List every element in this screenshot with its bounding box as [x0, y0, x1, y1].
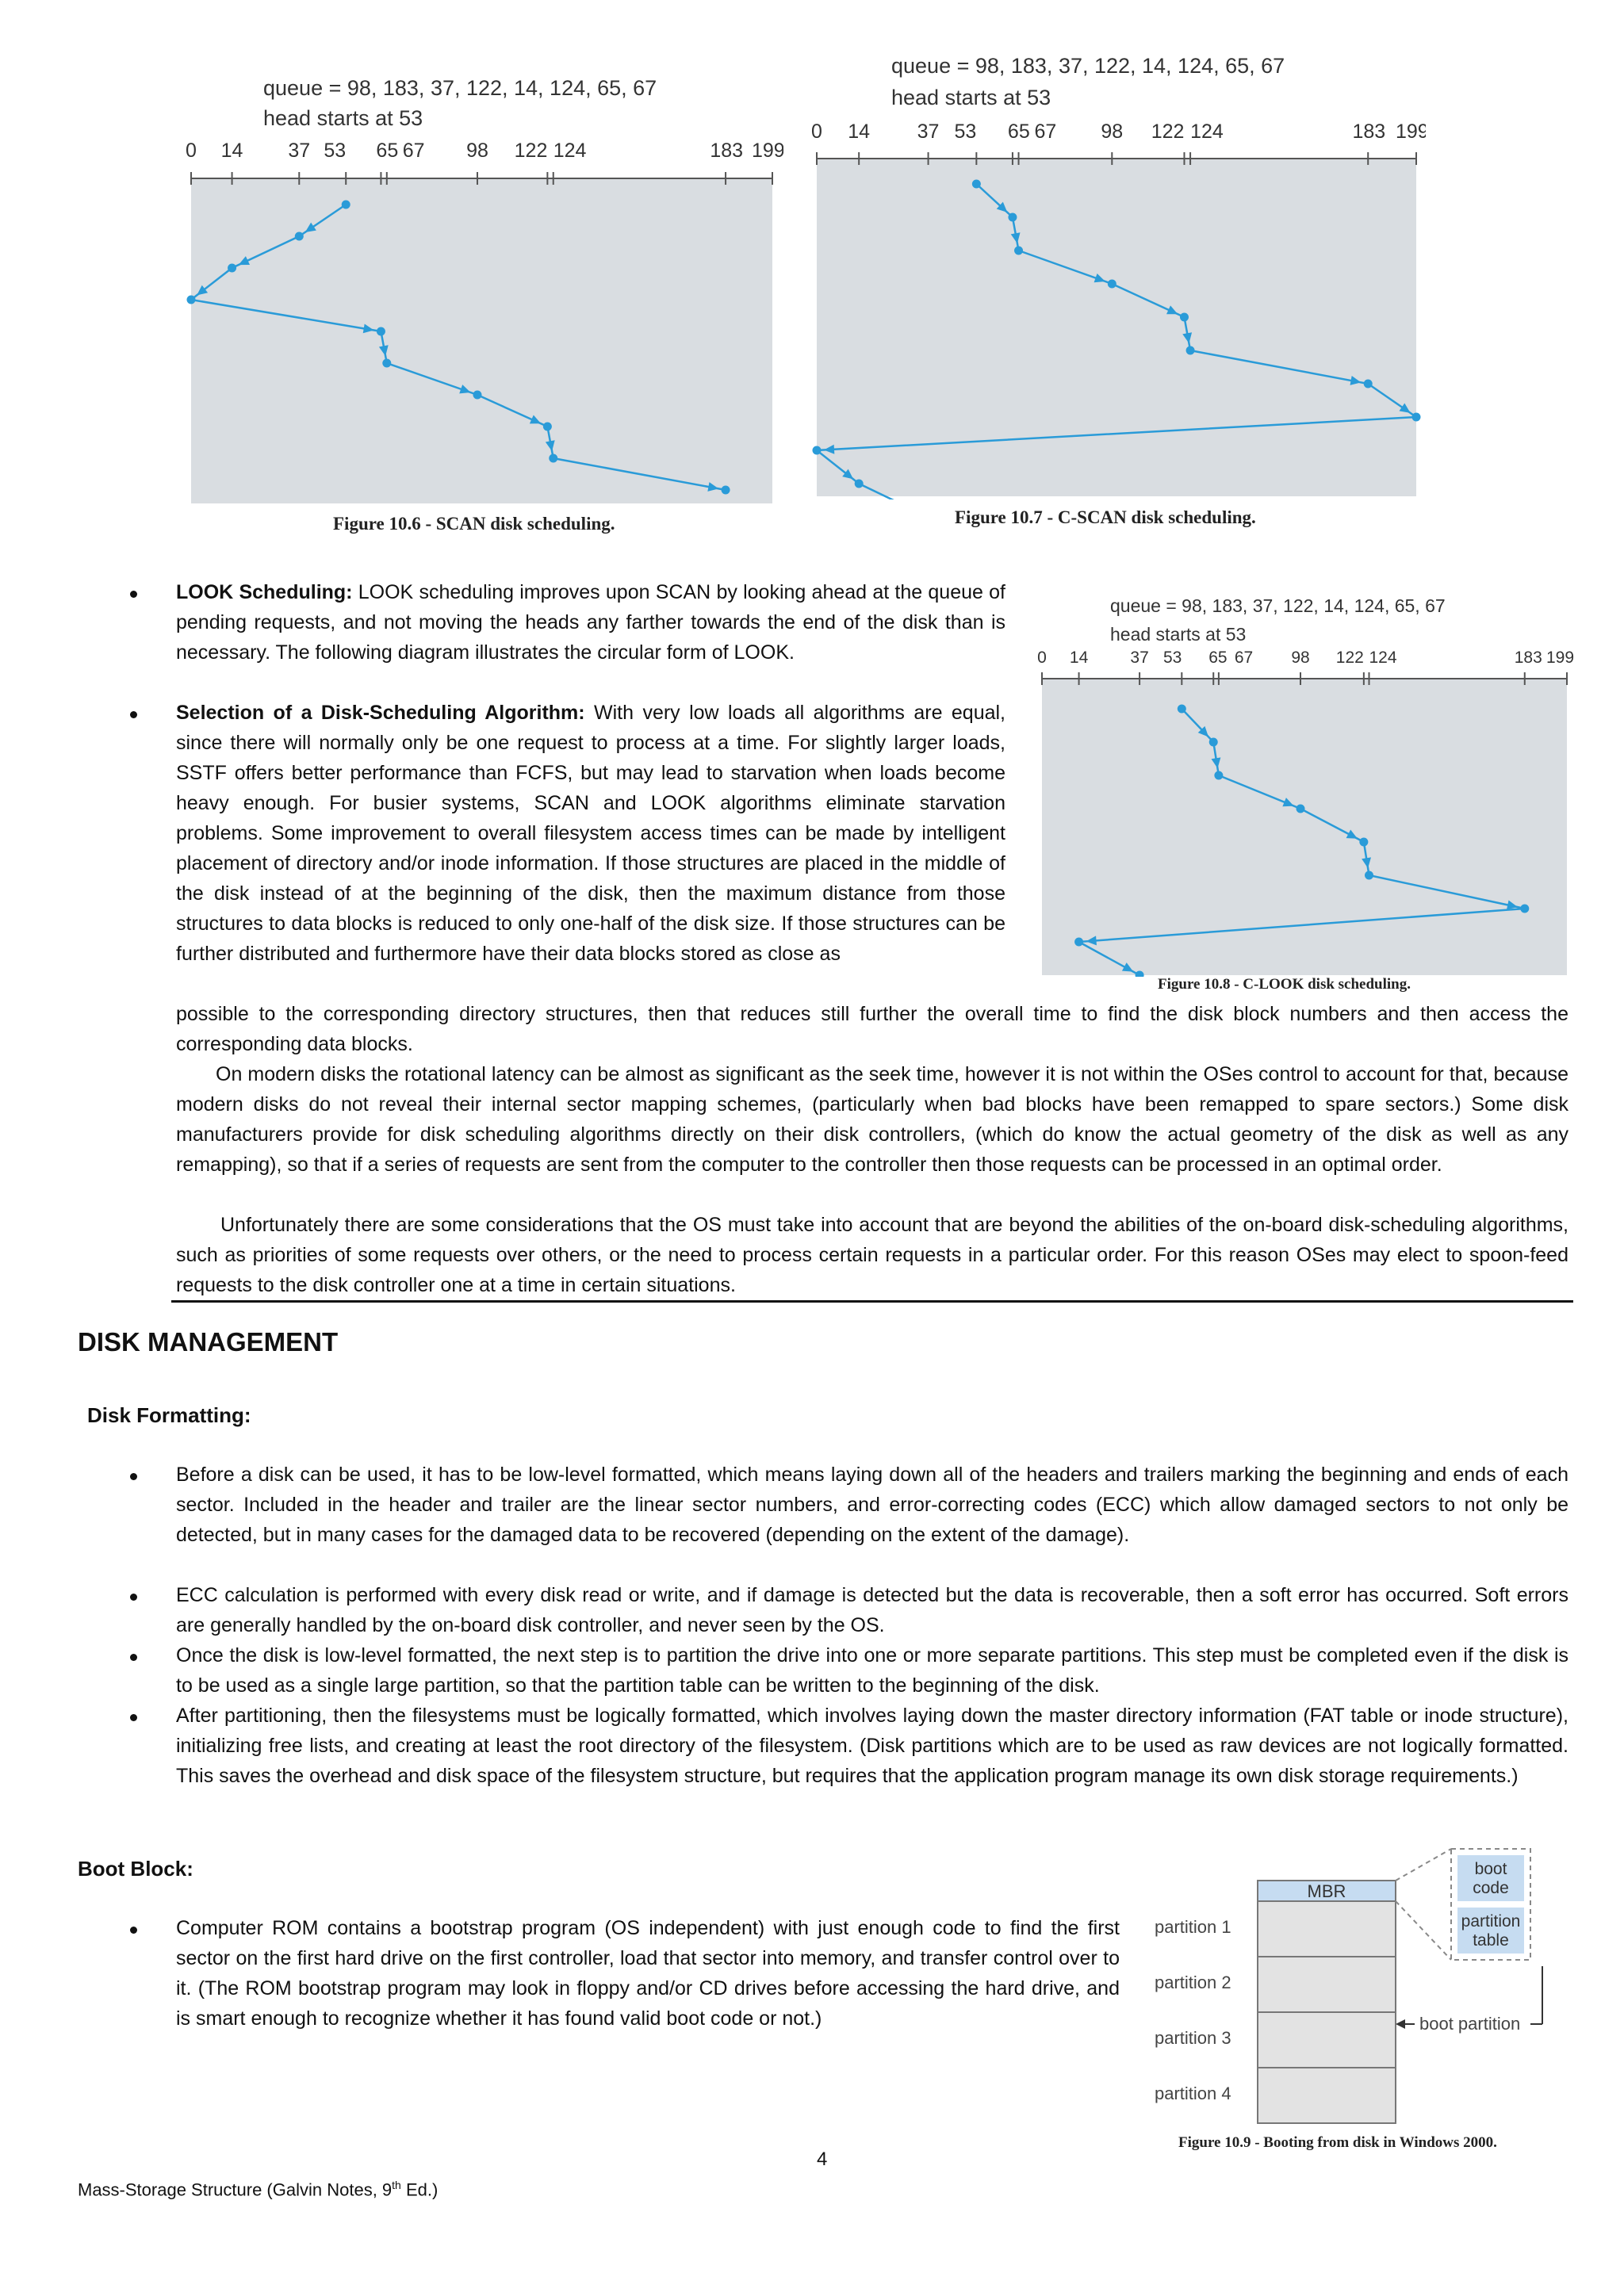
- tick-label: 67: [1034, 121, 1057, 143]
- disk-formatting-heading: Disk Formatting:: [87, 1403, 251, 1427]
- tick-label: 122: [1151, 121, 1185, 143]
- mbr-label: MBR: [1307, 1881, 1346, 1901]
- partition-2-block: [1258, 1957, 1396, 2012]
- request-point: [1178, 705, 1186, 714]
- tick-label: 122: [514, 140, 548, 162]
- clook-chart: [1031, 590, 1575, 977]
- request-point: [1359, 838, 1368, 847]
- bullet-dot: [130, 1594, 137, 1601]
- tick-labels: [1037, 649, 1574, 667]
- request-point: [1412, 413, 1421, 422]
- selection-label: Selection of a Disk-Scheduling Algorithm:: [176, 702, 585, 724]
- request-point: [1186, 346, 1195, 355]
- request-point: [1214, 771, 1223, 780]
- boot-block-paragraph: Computer ROM contains a bootstrap program (OS independent) with just enough code to find the first sector on the first hard drive on the first controller, load that sector into memory, and transfer control over to it. (The ROM bootstrap program may look in floppy and/or CD drives before accessing the hard drive, and is smart enough to recognize whether it has found valid boot code or not.): [176, 1917, 1120, 2030]
- tick-label: 53: [1162, 649, 1182, 667]
- partition-4-label: partition 4: [1155, 2084, 1231, 2103]
- partition-table-label-2: table: [1473, 1931, 1509, 1950]
- fig-10-9-caption: Figure 10.9 - Booting from disk in Windows 2000.: [1178, 2134, 1497, 2151]
- request-point: [473, 391, 481, 400]
- selection-paragraph: [176, 698, 1005, 969]
- boot-code-label: boot: [1474, 1860, 1507, 1878]
- figure-10-9: [1142, 1839, 1570, 2149]
- disk-management-heading: DISK MANAGEMENT: [78, 1327, 339, 1357]
- section-divider: [171, 1300, 1573, 1303]
- callout-line-top: [1396, 1849, 1451, 1881]
- request-point: [382, 359, 391, 368]
- tick-label: 183: [1514, 649, 1542, 667]
- head-label: head starts at 53: [891, 86, 1051, 109]
- list-item: Before a disk can be used, it has to be low-level formatted, which means laying down all of the headers and trailers marking the beginning and ends of each sector. Included in the header and trailer are the linear sector numbers, and error-correcting codes (ECC) which allow damaged sectors to not only be detected, but in many cases for the damaged data to be recovered (depending on the extent of the damage).: [176, 1464, 1568, 1546]
- tick-label: 98: [1101, 121, 1124, 143]
- request-point: [377, 327, 385, 336]
- callout-line-bottom: [1396, 1901, 1451, 1960]
- partition-4-block: [1258, 2068, 1396, 2123]
- tick-label: 65: [1007, 121, 1030, 143]
- partition-3-label: partition 3: [1155, 2028, 1231, 2048]
- request-point: [295, 232, 304, 241]
- head-label: head starts at 53: [1110, 624, 1247, 645]
- bullet-dot: [130, 1927, 137, 1934]
- tick-label: 53: [954, 121, 977, 143]
- queue-label: queue = 98, 183, 37, 122, 14, 124, 65, 67: [1110, 595, 1446, 616]
- partition-2-label: partition 2: [1155, 1973, 1231, 1992]
- request-point: [549, 454, 557, 463]
- request-point: [972, 180, 981, 189]
- tick-label: 98: [466, 140, 488, 162]
- partition-table-label: partition: [1461, 1912, 1521, 1931]
- request-point: [813, 446, 822, 455]
- tick-label: 65: [1208, 649, 1228, 667]
- partition-1-block: [1258, 1901, 1396, 1957]
- fig-10-6-caption: Figure 10.6 - SCAN disk scheduling.: [333, 514, 615, 534]
- bullet-dot: [130, 591, 137, 598]
- bullet-dot: [130, 711, 137, 718]
- figure-10-7: [807, 51, 1426, 499]
- tick-label: 124: [553, 140, 587, 162]
- partition-1-label: partition 1: [1155, 1917, 1231, 1937]
- request-point: [228, 264, 236, 273]
- request-point: [1209, 738, 1218, 747]
- tick-label: 199: [1546, 649, 1575, 667]
- request-point: [1008, 213, 1017, 222]
- boot-block-heading: Boot Block:: [78, 1857, 193, 1881]
- plot-area: [1042, 679, 1567, 975]
- figure-10-8: [1031, 590, 1575, 977]
- request-point: [1520, 905, 1529, 913]
- tick-label: 67: [402, 140, 425, 162]
- request-point: [1074, 938, 1083, 947]
- scan-chart: [181, 63, 783, 507]
- tick-label: 183: [710, 140, 744, 162]
- tick-label: 199: [752, 140, 783, 162]
- plot-area: [191, 178, 772, 503]
- page-number: 4: [817, 2149, 828, 2170]
- request-point: [1364, 380, 1373, 388]
- bullet-dot: [130, 1473, 137, 1480]
- tick-label: 37: [288, 140, 311, 162]
- request-point: [855, 480, 864, 488]
- tick-label: 37: [1130, 649, 1149, 667]
- tick-label: 0: [811, 121, 822, 143]
- tick-label: 124: [1190, 121, 1224, 143]
- tick-label: 183: [1352, 121, 1386, 143]
- tick-label: 122: [1335, 649, 1364, 667]
- partition-3-block: [1258, 2012, 1396, 2068]
- queue-label: queue = 98, 183, 37, 122, 14, 124, 65, 67: [891, 54, 1285, 78]
- look-text: LOOK scheduling improves upon SCAN by looking ahead at the queue of pending requests, and not moving the heads any farther towards the end of the disk than is necessary. The following diagram illustrates the circular form of LOOK.: [176, 581, 1006, 664]
- fig-10-8-caption: Figure 10.8 - C-LOOK disk scheduling.: [1158, 976, 1411, 993]
- selection-text: With very low loads all algorithms are equal, since there will normally only be one request to process at a time. For slightly larger loads, SSTF offers better performance than FCFS, but may lead to starvation when loads become heavy enough. For busier systems, SCAN and LOOK algorithms eliminate starvation problems. Some improvement to overall filesystem access times can be made by intelligent placement of directory and/or inode information. If those structures are placed in the middle of the disk instead of at the beginning of the disk, then the maximum distance from those structures to data blocks is reduced to only one-half of the disk size. If those structures can be further distributed and furthermore have their data blocks stored as close as: [176, 702, 1006, 965]
- bullet-dot: [130, 1654, 137, 1661]
- request-point: [722, 486, 730, 495]
- request-point: [543, 423, 552, 431]
- tick-label: 67: [1234, 649, 1254, 667]
- tick-label: 98: [1291, 649, 1310, 667]
- list-item: After partitioning, then the filesystems must be logically formatted, which involves laying down the master directory information (FAT table or inode structure), initializing free lists, and creating at least the root directory of the filesystem. (Disk partitions which are to be used as raw devices are not logically formatted. This saves the overhead and disk space of the filesystem structure, but requires that the application program manage its own disk storage requirements.): [176, 1705, 1568, 1787]
- selection-paragraph-continued: [176, 999, 1568, 1059]
- list-item: ECC calculation is performed with every disk read or write, and if damage is detected but the data is recoverable, then a soft error has occurred. Soft errors are generally handled by the on-board disk controller, and never seen by the OS.: [176, 1584, 1568, 1636]
- boot-code-label-2: code: [1473, 1879, 1509, 1897]
- list-item: Once the disk is low-level formatted, the next step is to partition the drive into one or more separate partitions. This step must be completed even if the disk is to be used as a single large partition, so that the partition table can be written to the beginning of the disk.: [176, 1644, 1568, 1697]
- rotational-latency-paragraph: On modern disks the rotational latency can be almost as significant as the seek time, however it is not within the OSes control to account for that, because modern disks do not reveal their internal sector mapping schemes, (particularly when bad blocks have been remapped to spare sectors.) Some disk manufacturers provide for disk scheduling algorithms directly on their disk controllers, (which do know the actual geometry of the disk as well as any remapping), so that if a series of requests are sent from the computer to the controller then those requests can be processed in an optimal order.: [176, 1063, 1568, 1176]
- tick-label: 37: [917, 121, 940, 143]
- request-point: [1108, 280, 1116, 289]
- cscan-chart: [807, 51, 1426, 499]
- boot-diagram: [1142, 1839, 1570, 2149]
- look-label: LOOK Scheduling:: [176, 581, 353, 603]
- head-label: head starts at 53: [263, 106, 423, 130]
- request-point: [187, 296, 196, 304]
- queue-label: queue = 98, 183, 37, 122, 14, 124, 65, 67: [263, 76, 657, 100]
- tick-label: 65: [376, 140, 399, 162]
- request-point: [1180, 313, 1189, 322]
- tick-label: 14: [1069, 649, 1089, 667]
- look-paragraph: [176, 577, 1005, 668]
- fig-10-7-caption: Figure 10.7 - C-SCAN disk scheduling.: [955, 507, 1256, 527]
- footer-title: Mass-Storage Structure (Galvin Notes, 9th Ed.): [78, 2179, 439, 2200]
- tick-label: 53: [324, 140, 347, 162]
- tick-label: 14: [848, 121, 871, 143]
- tick-label: 0: [186, 140, 197, 162]
- request-point: [1014, 247, 1023, 255]
- tick-label: 0: [1037, 649, 1047, 667]
- selection-text-continued: possible to the corresponding directory structures, then that reduces still further the overall time to find the disk block numbers and then access the corresponding data blocks.: [176, 1003, 1568, 1055]
- arrow-head: [1396, 2019, 1405, 2029]
- figure-10-6: [181, 63, 783, 507]
- unfortunately-paragraph: Unfortunately there are some considerations that the OS must take into account that are beyond the abilities of the on-board disk-scheduling algorithms, such as priorities of some requests over others, or the need to process certain requests in a particular order. For this reason OSes may elect to spoon-feed requests to the disk controller one at a time in certain situations.: [176, 1214, 1568, 1296]
- request-point: [1365, 871, 1373, 880]
- bullet-dot: [130, 1714, 137, 1721]
- tick-labels: [186, 140, 783, 162]
- request-point: [342, 201, 350, 209]
- tick-label: 14: [220, 140, 243, 162]
- tick-labels: [811, 121, 1426, 143]
- boot-partition-label: boot partition: [1419, 2014, 1521, 2034]
- request-point: [1297, 805, 1305, 813]
- tick-label: 124: [1369, 649, 1397, 667]
- tick-label: 199: [1396, 121, 1426, 143]
